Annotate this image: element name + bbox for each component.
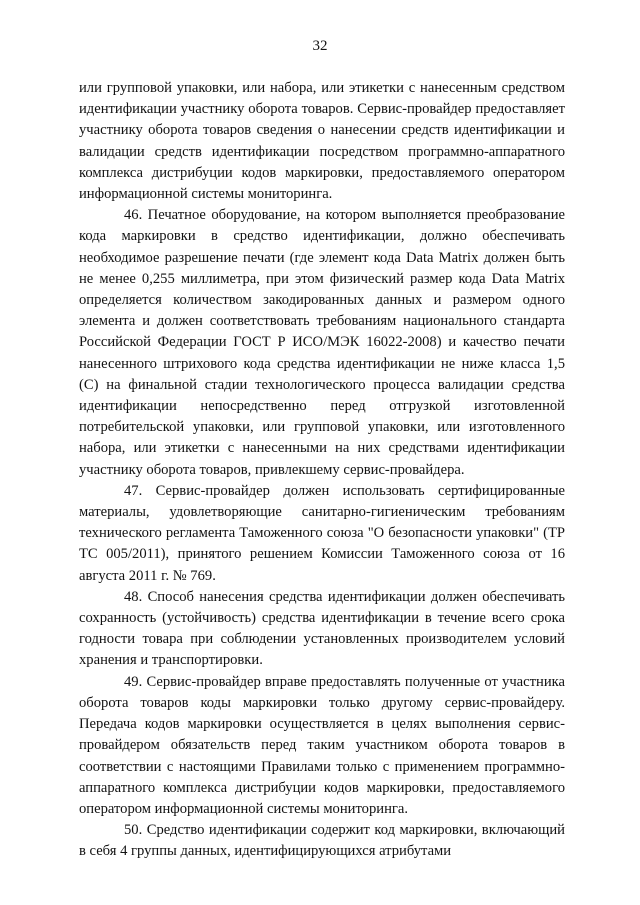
paragraph-continuation: или групповой упаковки, или набора, или этикетки с нанесенным средством идентификации участнику оборота товаров. Сервис-провайдер предоставляет участнику оборота товаров сведения о нанесении средств идентификации и валидации средств идентификации посредством программно-аппаратного комплекса дистрибуции кодов маркировки, предоставляемого оператором информационной системы мониторинга. <box>79 80 565 203</box>
paragraph-49: 49. Сервис-провайдер вправе предоставлять полученные от участника оборота товаров коды маркировки только другому сервис-провайдеру. Передача кодов маркировки осуществляется в целях выполнения сервис-провайдером обязательств перед таким участником оборота товаров в соответствии с настоящими Правилами только с применением программно-аппаратного комплекса дистрибуции кодов маркировки, предоставляемого оператором информационной системы мониторинга. <box>79 673 565 817</box>
paragraph-50: 50. Средство идентификации содержит код маркировки, включающий в себя 4 группы данных, идентифицирующихся атрибутами <box>79 822 565 860</box>
paragraph-48: 48. Способ нанесения средства идентификации должен обеспечивать сохранность (устойчивость) средства идентификации в течение всего срока годности товара при соблюдении установленных производителем условий хранения и транспортировки. <box>79 588 565 669</box>
document-body <box>79 78 565 863</box>
page-number: 32 <box>312 38 328 54</box>
paragraph-46: 46. Печатное оборудование, на котором выполняется преобразование кода маркировки в средство идентификации, должно обеспечивать необходимое разрешение печати (где элемент кода Data Matrix должен быть не менее 0,255 миллиметра, при этом физический размер кода Data Matrix определяется количеством закодированных данных и размером одного элемента и должен соответствовать требованиям национального стандарта Российской Федерации ГОСТ Р ИСО/МЭК 16022-2008) и качество печати нанесенного штрихового кода средства идентификации не ниже класса 1,5 (С) на финальной стадии технологического процесса валидации средства идентификации непосредственно перед отгрузкой изготовленной потребительской упаковки, или групповой упаковки, или изготовленного набора, или этикетки с нанесенными на них средствами идентификации участнику оборота товаров, привлекшему сервис-провайдера. <box>79 207 565 478</box>
paragraph-47: 47. Сервис-провайдер должен использовать сертифицированные материалы, удовлетворяющие санитарно-гигиеническим требованиям технического регламента Таможенного союза "О безопасности упаковки" (ТР ТС 005/2011), принятого решением Комиссии Таможенного союза от 16 августа 2011 г. № 769. <box>79 482 565 584</box>
